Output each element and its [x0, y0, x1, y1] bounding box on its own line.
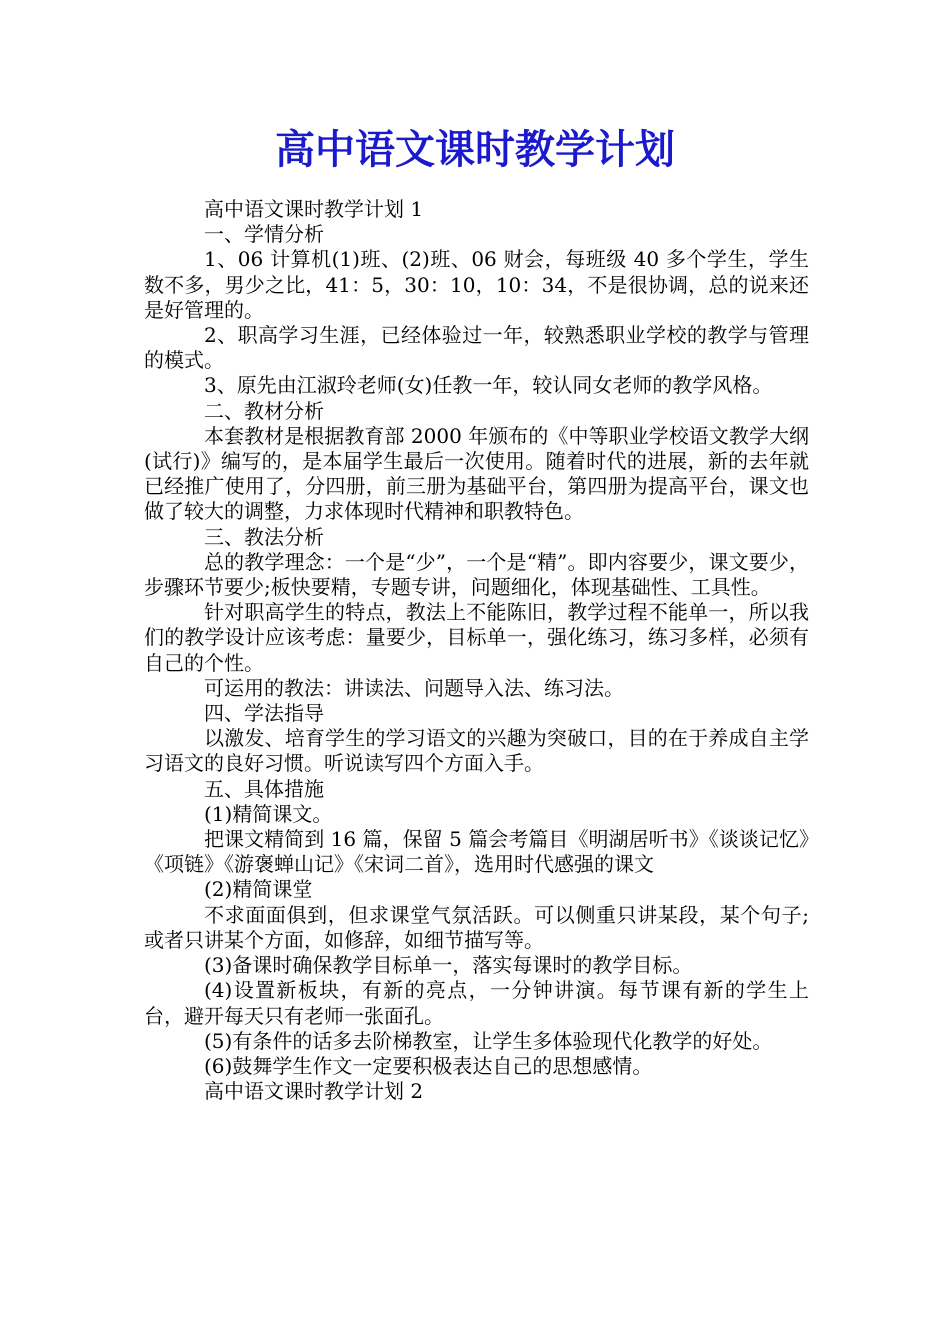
paragraph: 3、原先由江淑玲老师(女)任教一年，较认同女老师的教学风格。	[204, 373, 773, 398]
section-heading: 高中语文课时教学计划 1	[204, 197, 424, 221]
document-title: 高中语文课时教学计划	[275, 126, 675, 173]
paragraph: 总的教学理念：一个是“少”，一个是“精”。即内容要少，课文要少，步骤环节要少;板快要精，专题专讲，问题细化，体现基础性、工具性。	[144, 549, 809, 600]
list-item: (4)设置新板块，有新的亮点，一分钟讲演。每节课有新的学生上台，避开每天只有老师一张面孔。	[144, 978, 809, 1028]
paragraph: 针对职高学生的特点，教法上不能陈旧，教学过程不能单一，所以我们的教学设计应该考虑：量要少，目标单一，强化练习，练习多样，必须有自己的个性。	[144, 600, 809, 675]
section-heading: 一、学情分析	[204, 222, 324, 247]
list-item: (3)备课时确保教学目标单一，落实每课时的教学目标。	[204, 953, 693, 978]
section-heading: 五、具体措施	[204, 776, 324, 801]
paragraph: 可运用的教法：讲读法、问题导入法、练习法。	[204, 675, 624, 700]
section-heading: 二、教材分析	[204, 398, 324, 423]
paragraph: 2、职高学习生涯，已经体验过一年，较熟悉职业学校的教学与管理的模式。	[144, 323, 809, 373]
section-heading: 高中语文课时教学计划 2	[204, 1079, 424, 1104]
paragraph: 以激发、培育学生的学习语文的兴趣为突破口，目的在于养成自主学习语文的良好习惯。听说读写四个方面入手。	[144, 726, 809, 776]
list-item: (6)鼓舞学生作文一定要积极表达自己的思想感情。	[204, 1053, 653, 1078]
section-heading: 四、学法指导	[204, 701, 324, 726]
paragraph: 把课文精简到 16 篇，保留 5 篇会考篇目《明湖居听书》《谈谈记忆》《项链》《游褒蝉山记》《宋词二首》，选用时代感强的课文	[144, 827, 809, 877]
paragraph: 1、06 计算机(1)班、(2)班、06 财会，每班级 40 多个学生，学生数不多，男少之比，41：5，30：10，10：34，不是很协调，总的说来还是好管理的。	[144, 247, 809, 322]
list-item: (1)精简课文。	[204, 801, 333, 826]
list-item: (2)精简课堂	[204, 877, 313, 902]
paragraph: 本套教材是根据教育部 2000 年颁布的《中等职业学校语文教学大纲(试行)》编写的，是本届学生最后一次使用。随着时代的进展，新的去年就已经推广使用了，分四册，前三册为基础平台，第四册为提高平台，课文也做了较大的调整，力求体现时代精神和职教特色。	[144, 423, 809, 524]
paragraph: 不求面面俱到，但求课堂气氛活跃。可以侧重只讲某段，某个句子;或者只讲某个方面，如修辞，如细节描写等。	[144, 902, 809, 952]
list-item: (5)有条件的话多去阶梯教室，让学生多体验现代化教学的好处。	[204, 1028, 773, 1053]
document-body	[144, 197, 809, 1104]
section-heading: 三、教法分析	[204, 524, 324, 549]
